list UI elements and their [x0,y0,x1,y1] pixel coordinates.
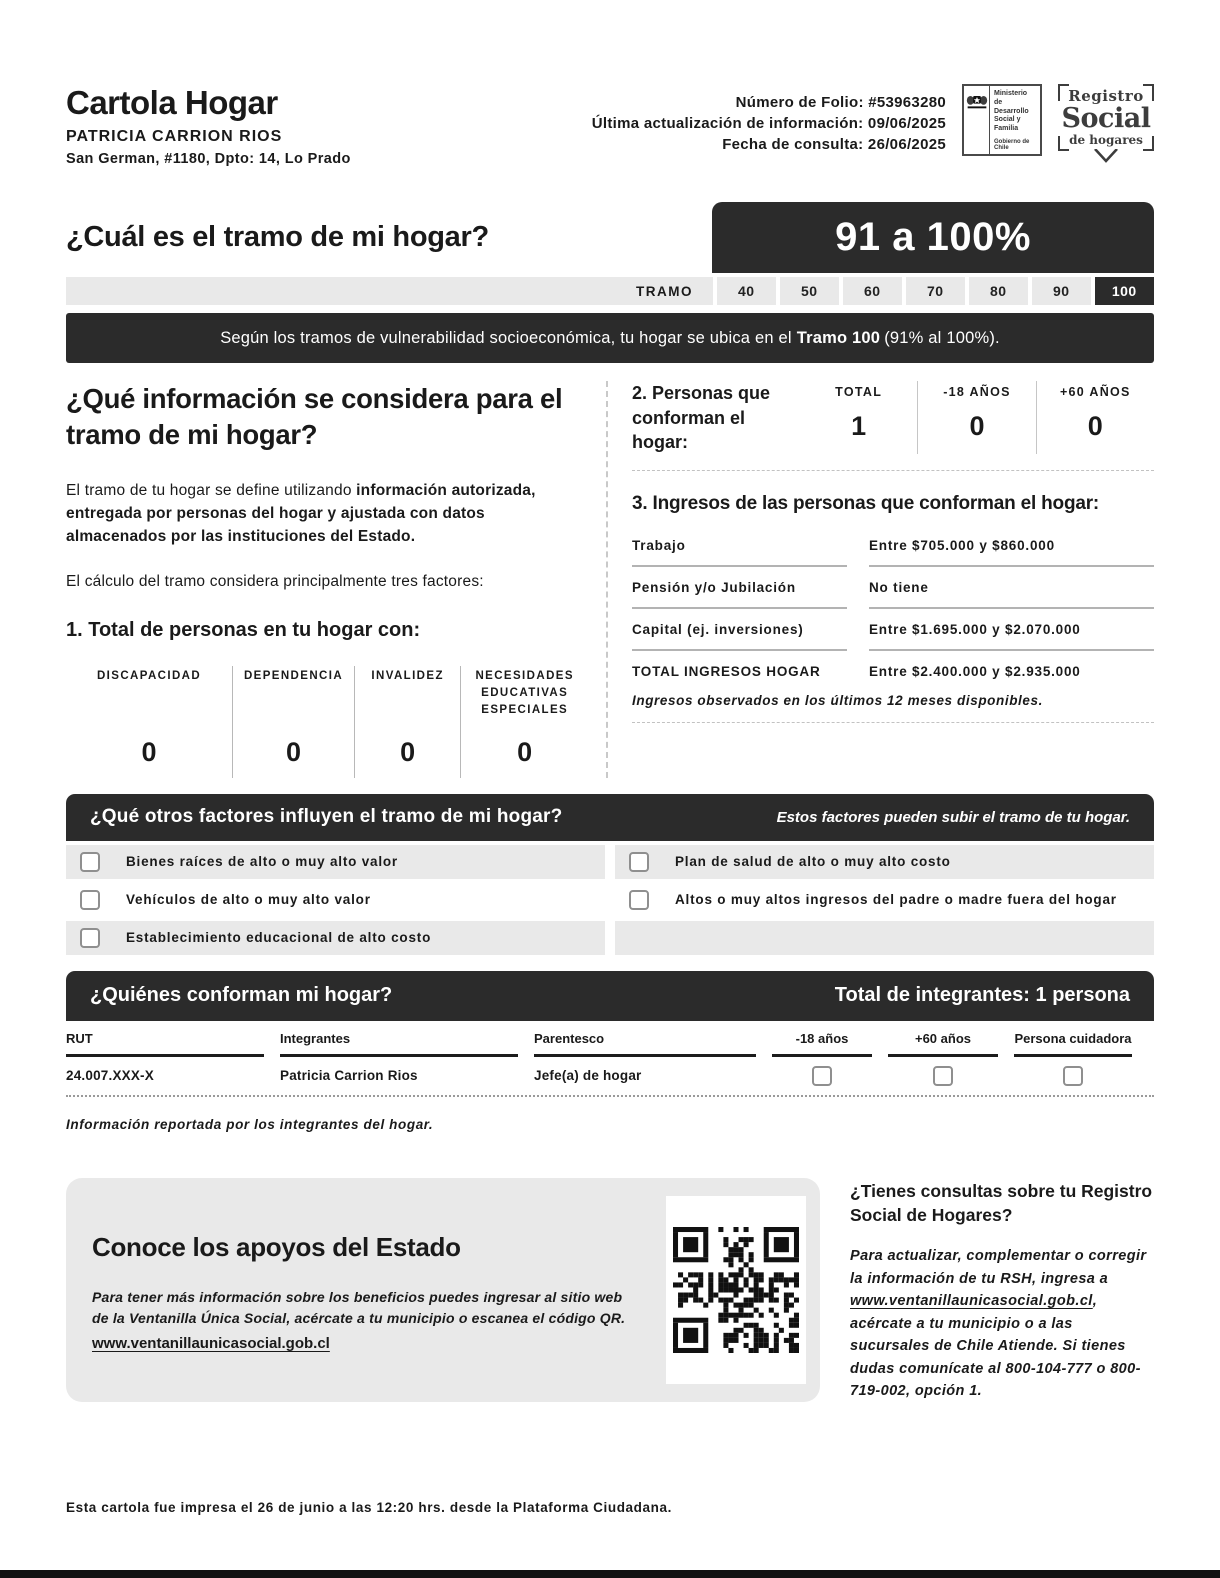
otros-factores-grid [66,845,1154,955]
tramo-scale-label: TRAMO [66,277,713,305]
apoyos-text: Para tener más información sobre los beneficios puedes ingresar al sitio web de la Ventanilla Única Social, acércate a tu municipio o escanea el código QR. [92,1288,626,1326]
tramo-section [66,202,1154,273]
checkbox-vehiculos[interactable] [80,890,100,910]
ingresos-row-capital: Capital (ej. inversiones) Entre $1.695.000 y $2.070.000 [632,607,1154,649]
integrantes-total: Total de integrantes: 1 persona [834,984,1130,1007]
consultas-title: ¿Tienes consultas sobre tu Registro Social de Hogares? [850,1180,1153,1225]
integrantes-table-header [66,1027,1154,1057]
personas-section [632,381,1154,471]
info-column [66,381,606,777]
integrantes-note: Información reportada por los integrantes del hogar. [66,1116,434,1132]
holder-block [66,84,351,167]
ingresos-note: Ingresos observados en los últimos 12 meses disponibles. [632,693,1043,709]
qr-code [666,1196,806,1385]
personas-stats [800,381,1154,454]
page-bottom-bar [0,1570,1220,1578]
tramo-scale-cell-100-active: 100 [1095,277,1155,305]
tramo-range-badge: 91 a 100% [712,202,1154,273]
header [66,84,1154,168]
gobierno-de-chile-label: Gobierno de Chile [994,139,1030,151]
holder-name: PATRICIA CARRION RIOS [66,128,283,145]
chile-coat-of-arms-icon [964,86,990,154]
update-line: Última actualización de información: 09/06/2025 [591,115,946,132]
ingresos-row-trabajo: Trabajo Entre $705.000 y $860.000 [632,538,1055,554]
factor-dependencia: DEPENDENCIA 0 [232,666,354,778]
tramo-scale-cell-40: 40 [717,277,777,305]
integrantes-section [66,971,1154,1132]
tramo-scale [66,277,1154,305]
apoyos-card [66,1178,820,1403]
checkbox-member-menor-18[interactable] [812,1066,832,1086]
tramo-scale-cell-70: 70 [906,277,966,305]
registro-social-logo: Registro Social de hogares [1058,84,1154,168]
tramo-question: ¿Cuál es el tramo de mi hogar? [66,221,489,254]
ingresos-table [632,525,1154,691]
factor-plan-salud: Plan de salud de alto o muy alto costo [615,845,1154,879]
otros-factores-subtitle: Estos factores pueden subir el tramo de tu hogar. [776,808,1130,826]
factor1-grid [66,666,588,778]
main-info-section [66,381,1154,777]
speech-bubble-tail-icon [1058,149,1154,168]
bottom-section [66,1178,1154,1403]
document-meta [592,92,946,155]
checkbox-bienes-raices[interactable] [80,852,100,872]
stat-menores-18: -18 AÑOS 0 [917,381,1035,454]
col-parentesco: Parentesco [534,1027,756,1057]
apoyos-title: Conoce los apoyos del Estado [92,1231,461,1262]
col-persona-cuidadora: Persona cuidadora [1014,1027,1132,1057]
otros-factores-header [66,794,1154,841]
checkbox-member-mayor-60[interactable] [933,1066,953,1086]
stats-column [608,381,1154,777]
tramo-scale-cell-50: 50 [780,277,840,305]
ministry-text: Ministerio de Desarrollo Social y Familia Gobierno de Chile [990,86,1040,154]
info-paragraph-2: El cálculo del tramo considera principalmente tres factores: [66,572,484,590]
apoyos-content [92,1196,666,1385]
tramo-banner: Según los tramos de vulnerabilidad socioeconómica, tu hogar se ubica en el Tramo 100 (91% al 100%). [66,313,1154,363]
factor-empty-cell [615,921,1154,955]
col-menor-18: -18 años [772,1027,872,1057]
col-rut: RUT [66,1027,264,1057]
ingresos-row-total: TOTAL INGRESOS HOGAR Entre $2.400.000 y $2.935.000 [632,649,1154,691]
info-paragraph-1: El tramo de tu hogar se define utilizando información autorizada, entregada por personas del hogar y ajustada con datos almacenados por las instituciones del Estado. [66,481,536,545]
factor-vehiculos: Vehículos de alto o muy alto valor [66,883,605,917]
table-row [66,1057,1154,1097]
ministry-logo [962,84,1042,156]
checkbox-altos-ingresos[interactable] [629,890,649,910]
col-mayor-60: +60 años [888,1027,998,1057]
integrantes-header [66,971,1154,1021]
update-value: 09/06/2025 [867,115,946,132]
consultas-text: Para actualizar, complementar o corregir la información de tu RSH, ingresa a www.ventanillaunicasocial.gob.cl, acércate a tu municipio o a las sucursales de Chile Atiende. Si tienes dudas comunícate al 800-104-777 o 800-719-002, opción 1. [850,1248,1147,1399]
header-meta-block [592,84,1154,168]
ingresos-row-pension: Pensión y/o Jubilación No tiene [632,565,1154,607]
factor-discapacidad: DISCAPACIDAD 0 [96,669,202,767]
folio-line: Número de Folio: #53963280 [735,94,946,111]
ventanilla-link-2[interactable]: www.ventanillaunicasocial.gob.cl [850,1293,1093,1310]
integrantes-table [66,1027,1154,1097]
otros-factores-section [66,794,1154,955]
checkbox-plan-salud[interactable] [629,852,649,872]
checkbox-establecimiento[interactable] [80,928,100,948]
factor-invalidez: INVALIDEZ 0 [354,666,460,778]
page-title: Cartola Hogar [66,84,278,121]
holder-address: San German, #1180, Dpto: 14, Lo Prado [66,151,351,167]
ingresos-section [632,471,1154,723]
stat-total: TOTAL 1 [835,385,883,442]
stat-mayores-60: +60 AÑOS 0 [1036,381,1154,454]
factor-establecimiento: Establecimiento educacional de alto costo [66,921,605,955]
member-name: Patricia Carrion Rios [280,1068,418,1084]
member-parentesco: Jefe(a) de hogar [534,1068,642,1084]
ventanilla-link[interactable]: www.ventanillaunicasocial.gob.cl [92,1334,330,1352]
factor-altos-ingresos: Altos o muy altos ingresos del padre o madre fuera del hogar [615,883,1154,917]
tramo-banner-highlight: Tramo 100 [796,328,881,347]
print-footer-note: Esta cartola fue impresa el 26 de junio a las 12:20 hrs. desde la Plataforma Ciudadana. [66,1500,672,1515]
tramo-scale-cell-80: 80 [969,277,1029,305]
otros-factores-title: ¿Qué otros factores influyen el tramo de mi hogar? [90,806,563,828]
checkbox-member-cuidadora[interactable] [1063,1066,1083,1086]
consult-line: Fecha de consulta: 26/06/2025 [722,136,946,153]
factor-necesidades-educativas: NECESIDADES EDUCATIVAS ESPECIALES 0 [460,666,588,778]
consultas-column [820,1178,1154,1403]
info-title: ¿Qué información se considera para el tramo de mi hogar? [66,383,563,451]
personas-title: 2. Personas que conforman el hogar: [632,383,771,452]
tramo-scale-cell-90: 90 [1032,277,1092,305]
col-integrantes: Integrantes [280,1027,518,1057]
factor1-title: 1. Total de personas en tu hogar con: [66,618,421,641]
consult-value: 26/06/2025 [867,136,946,153]
tramo-scale-cell-60: 60 [843,277,903,305]
factor-bienes-raices: Bienes raíces de alto o muy alto valor [66,845,605,879]
folio-value: #53963280 [868,94,946,111]
integrantes-title: ¿Quiénes conforman mi hogar? [90,984,393,1007]
member-rut: 24.007.XXX-X [66,1068,154,1084]
ingresos-title: 3. Ingresos de las personas que conforman el hogar: [632,493,1100,515]
